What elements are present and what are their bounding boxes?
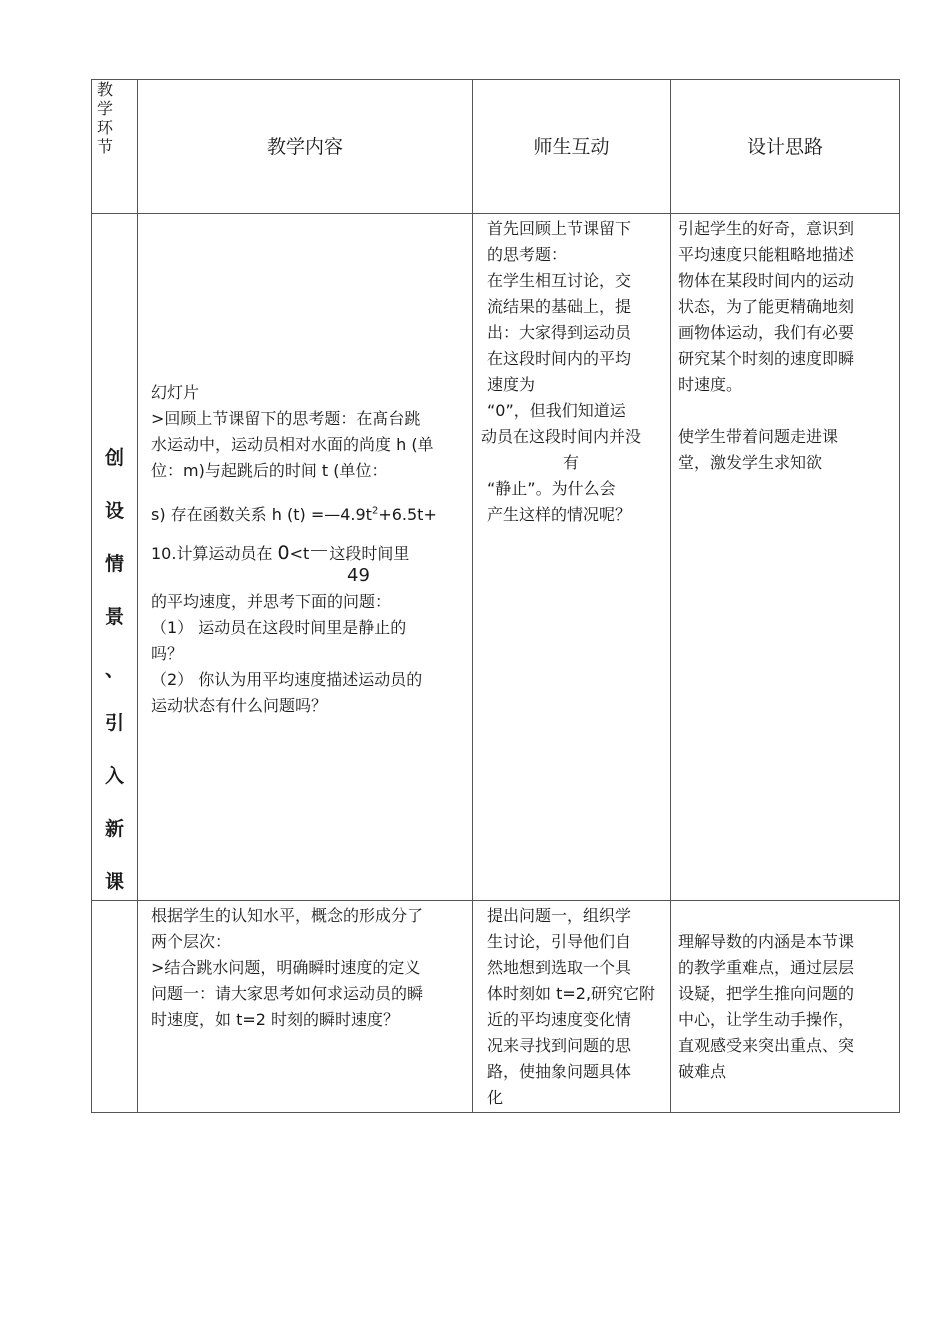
design-line: 时速度。 <box>678 375 743 394</box>
header-content: 教学内容 <box>266 136 343 158</box>
content-text: 10.计算运动员在 <box>151 544 278 563</box>
interval-zero: 0 <box>277 542 290 564</box>
interaction-line: 速度为 <box>487 375 536 394</box>
design-line: 破难点 <box>678 1062 727 1081</box>
content-line: >结合跳水问题，明确瞬时速度的定义 <box>151 958 421 977</box>
stage-char: 设 <box>104 500 124 522</box>
table-border-right <box>899 79 900 1113</box>
row1-content <box>151 380 469 719</box>
formula-line <box>151 502 469 528</box>
design-line: 中心，让学生动手操作， <box>678 1010 855 1029</box>
interaction-line: 动员在这段时间内并没 <box>481 427 642 446</box>
interaction-line: 近的平均速度变化情 <box>487 1010 632 1029</box>
stage-char: 入 <box>104 765 124 787</box>
row2-content <box>151 903 469 1033</box>
table-border-top <box>91 79 900 80</box>
content-line: 的平均速度，并思考下面的问题： <box>151 592 392 611</box>
interaction-line: 化 <box>487 1088 504 1107</box>
interaction-line: 在学生相互讨论，交 <box>487 271 632 290</box>
interaction-line: 生讨论，引导他们自 <box>487 932 632 951</box>
question-2: （2） 你认为用平均速度描述运动员的 <box>151 670 423 689</box>
interaction-line: “静止”。为什么会 <box>487 479 616 498</box>
stage-char: 景 <box>104 606 124 628</box>
time-interval-line <box>151 540 469 567</box>
interaction-line: 体时刻如 t=2,研究它附 <box>487 984 656 1003</box>
design-line: 使学生带着问题走进课 <box>678 427 839 446</box>
content-line: 根据学生的认知水平，概念的形成分了 <box>151 906 424 925</box>
fraction-denominator: 49 <box>347 565 370 586</box>
row1-design <box>678 216 896 476</box>
question-1: （1） 运动员在这段时间里是静止的 <box>151 618 407 637</box>
stage-label-create-scenario <box>92 432 137 909</box>
content-line: 两个层次： <box>151 932 232 951</box>
table-border-bottom <box>91 1112 900 1113</box>
design-line: 物体在某段时间内的运动 <box>678 271 855 290</box>
stage-char: 新 <box>104 818 124 840</box>
interaction-line: 首先回顾上节课留下 <box>487 219 632 238</box>
table-col-divider-1 <box>137 79 138 1113</box>
design-line: 画物体运动，我们有必要 <box>678 323 855 342</box>
design-line: 堂，激发学生求知欲 <box>678 453 823 472</box>
interaction-line: 提出问题一，组织学 <box>487 906 632 925</box>
interaction-line: 然地想到选取一个具 <box>487 958 632 977</box>
header-stage: 教学环节 <box>97 80 114 156</box>
stage-char: 创 <box>104 447 124 469</box>
stage-char: 、 <box>104 659 124 681</box>
interaction-line: 在这段时间内的平均 <box>487 349 632 368</box>
table-row-divider-1 <box>91 213 900 214</box>
stage-char: 课 <box>104 871 124 893</box>
header-interaction: 师生互动 <box>533 136 610 158</box>
design-line: 直观感受来突出重点、突 <box>678 1036 855 1055</box>
question-1-cont: 吗？ <box>151 644 184 663</box>
interaction-line: 路，使抽象问题具体 <box>487 1062 632 1081</box>
table-col-divider-2 <box>472 79 473 1113</box>
interaction-line: 出：大家得到运动员 <box>487 323 632 342</box>
interaction-line: 流结果的基础上，提 <box>487 297 632 316</box>
content-text: 这段时间里 <box>329 544 410 563</box>
table-row-divider-2 <box>91 900 900 901</box>
content-line: >回顾上节课留下的思考题：在髙台跳 <box>151 409 421 428</box>
design-line: 的教学重难点，通过层层 <box>678 958 855 977</box>
design-line: 引起学生的好奇，意识到 <box>678 219 855 238</box>
question-2-cont: 运动状态有什么问题吗？ <box>151 696 328 715</box>
design-line: 状态，为了能更精确地刻 <box>678 297 855 316</box>
row2-interaction <box>487 903 667 1111</box>
stage-char: 情 <box>104 553 124 575</box>
design-line: 设疑，把学生推向问题的 <box>678 984 855 1003</box>
content-line: 位：m)与起跳后的时间 t (单位： <box>151 461 388 480</box>
interaction-line: 的思考题： <box>487 245 568 264</box>
slide-title: 幻灯片 <box>151 383 200 402</box>
design-line: 平均速度只能粗略地描述 <box>678 245 855 264</box>
interaction-line: 况来寻找到问题的思 <box>487 1036 632 1055</box>
header-design: 设计思路 <box>746 136 823 158</box>
interaction-line: “0”，但我们知道运 <box>487 401 626 420</box>
content-line: 时速度，如 t=2 时刻的瞬时速度？ <box>151 1010 400 1029</box>
content-line: 问题一：请大家思考如何求运动员的瞬 <box>151 984 424 1003</box>
stage-char: 引 <box>104 712 124 734</box>
formula-text: s) 存在函数关系 h (t) =—4.9t <box>151 505 372 524</box>
design-line: 理解导数的内涵是本节课 <box>678 932 855 951</box>
formula-text: +6.5t+ <box>378 505 437 524</box>
content-line: 水运动中，运动员相对水面的尚度 h (单 <box>151 435 434 454</box>
table-col-divider-3 <box>670 79 671 1113</box>
row1-interaction <box>481 216 667 528</box>
interval-lt: <t <box>289 544 310 563</box>
formula-exponent: 2 <box>371 505 379 517</box>
interaction-line: 产生这样的情况呢？ <box>487 505 632 524</box>
fraction-bar <box>311 550 327 551</box>
interaction-line: 有 <box>563 453 580 472</box>
design-line: 研究某个时刻的速度即瞬 <box>678 349 855 368</box>
row2-design <box>678 929 896 1085</box>
